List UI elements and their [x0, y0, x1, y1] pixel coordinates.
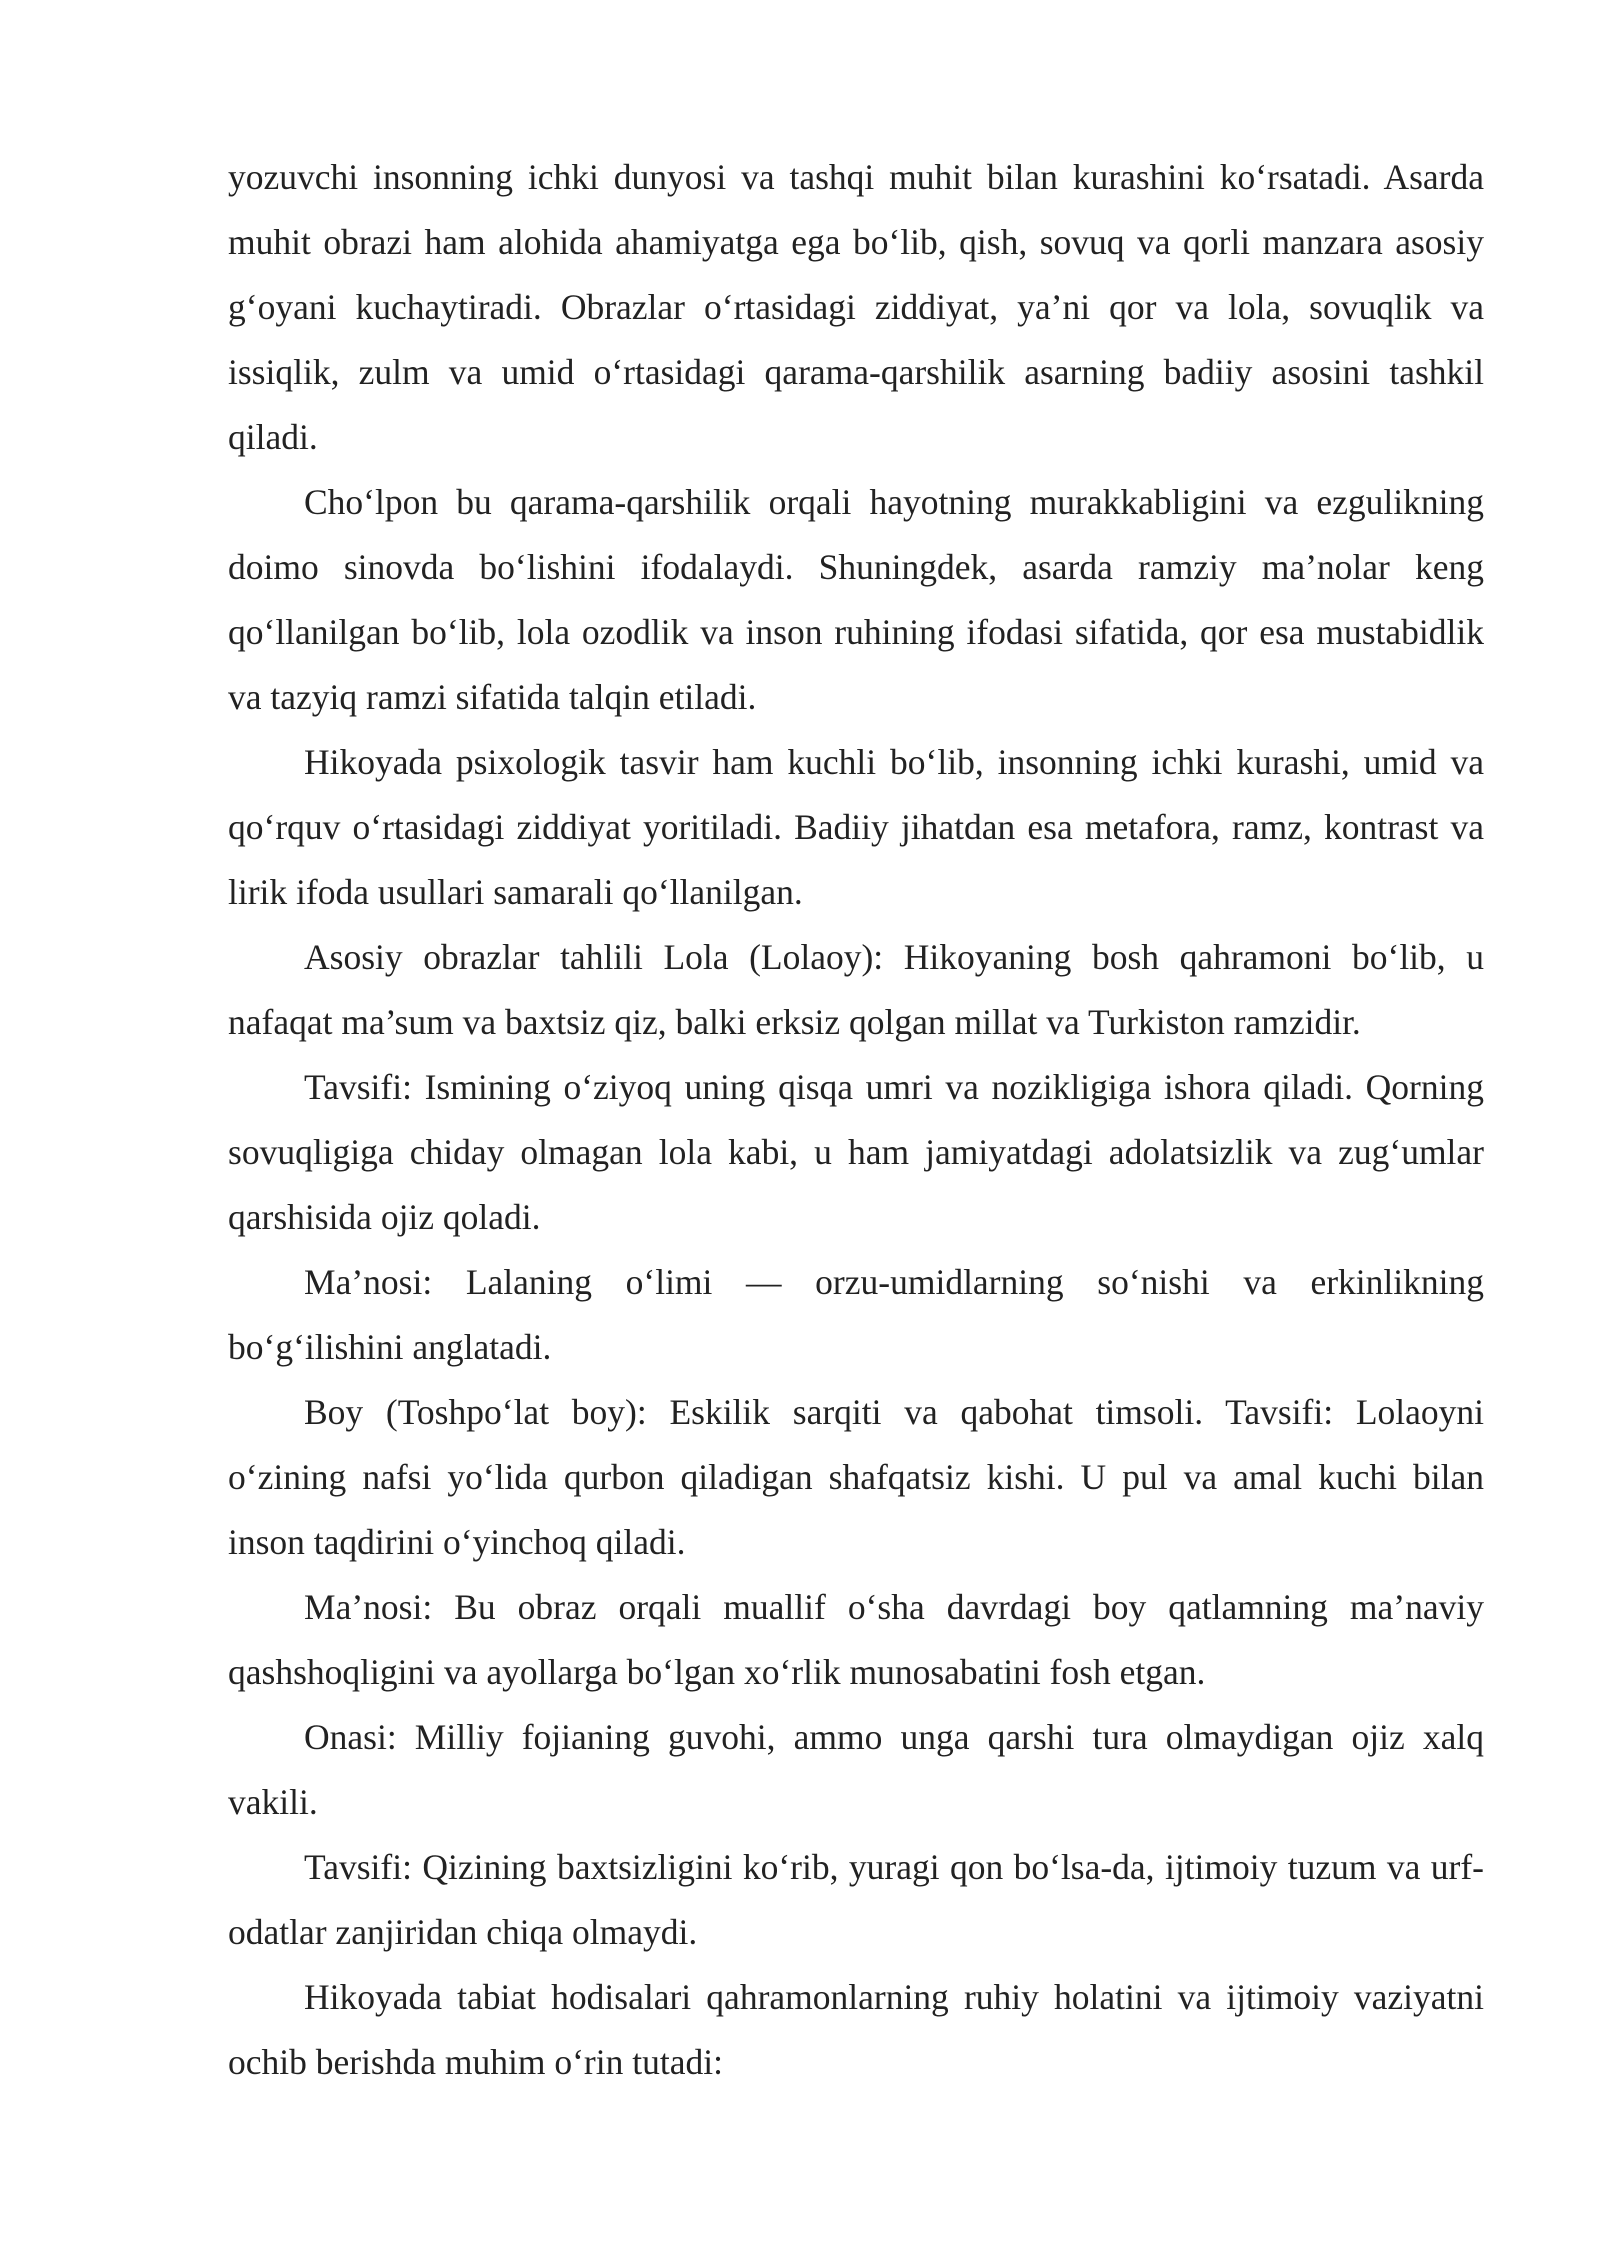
paragraph-9: Onasi: Milliy fojianing guvohi, ammo unga qarshi tura olmaydigan ojiz xalq vakili.: [228, 1717, 1484, 1822]
body-text: [228, 145, 1484, 2095]
paragraph-3: Hikoyada psixologik tasvir ham kuchli bo‘lib, insonning ichki kurashi, umid va qo‘rquv o‘rtasidagi ziddiyat yoritiladi. Badiiy jihatdan esa metafora, ramz, kontrast va lirik ifoda usullari samarali qo‘llanilgan.: [228, 742, 1484, 912]
paragraph-11: Hikoyada tabiat hodisalari qahramonlarning ruhiy holatini va ijtimoiy vaziyatni ochib berishda muhim o‘rin tutadi:: [228, 1977, 1484, 2082]
paragraph-2: Cho‘lpon bu qarama-qarshilik orqali hayotning murakkabligini va ezgulikning doimo sinovda bo‘lishini ifodalaydi. Shuningdek, asarda ramziy ma’nolar keng qo‘llanilgan bo‘lib, lola ozodlik va inson ruhining ifodasi sifatida, qor esa mustabidlik va tazyiq ramzi sifatida talqin etiladi.: [228, 482, 1484, 717]
paragraph-5: Tavsifi: Ismining o‘ziyoq uning qisqa umri va nozikligiga ishora qiladi. Qorning sovuqligiga chiday olmagan lola kabi, u ham jamiyatdagi adolatsizlik va zug‘umlar qarshisida ojiz qoladi.: [228, 1067, 1484, 1237]
paragraph-10: Tavsifi: Qizining baxtsizligini ko‘rib, yuragi qon bo‘lsa-da, ijtimoiy tuzum va urf-odatlar zanjiridan chiqa olmaydi.: [228, 1847, 1484, 1952]
paragraph-8: Ma’nosi: Bu obraz orqali muallif o‘sha davrdagi boy qatlamning ma’naviy qashshoqligini va ayollarga bo‘lgan xo‘rlik munosabatini fosh etgan.: [228, 1587, 1484, 1692]
paragraph-6: Ma’nosi: Lalaning o‘limi — orzu-umidlarning so‘nishi va erkinlikning bo‘g‘ilishini anglatadi.: [228, 1262, 1484, 1367]
paragraph-1: yozuvchi insonning ichki dunyosi va tashqi muhit bilan kurashini ko‘rsatadi. Asarda muhit obrazi ham alohida ahamiyatga ega bo‘lib, qish, sovuq va qorli manzara asosiy g‘oyani kuchaytiradi. Obrazlar o‘rtasidagi ziddiyat, ya’ni qor va lola, sovuqlik va issiqlik, zulm va umid o‘rtasidagi qarama-qarshilik asarning badiiy asosini tashkil qiladi.: [228, 157, 1484, 457]
paragraph-4: Asosiy obrazlar tahlili Lola (Lolaoy): Hikoyaning bosh qahramoni bo‘lib, u nafaqat ma’sum va baxtsiz qiz, balki erksiz qolgan millat va Turkiston ramzidir.: [228, 937, 1484, 1042]
paragraph-7: Boy (Toshpo‘lat boy): Eskilik sarqiti va qabohat timsoli. Tavsifi: Lolaoyni o‘zining nafsi yo‘lida qurbon qiladigan shafqatsiz kishi. U pul va amal kuchi bilan inson taqdirini o‘yinchoq qiladi.: [228, 1392, 1484, 1562]
